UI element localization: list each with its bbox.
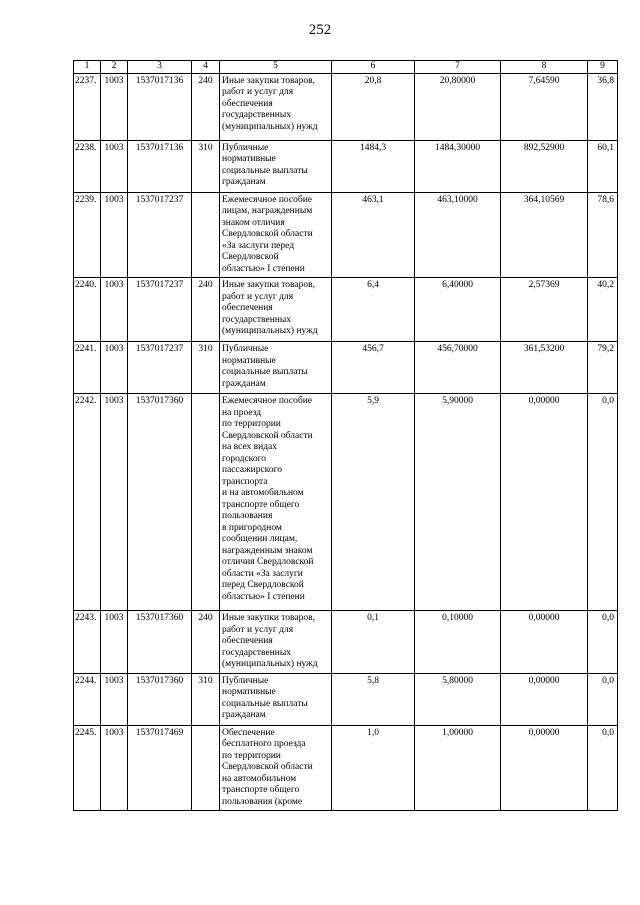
expense-type-code [192, 725, 220, 811]
page-number: 252 [308, 22, 332, 38]
item-name-line: нормативные [222, 687, 276, 697]
column-header: 9 [588, 61, 618, 74]
expense-type-code [192, 192, 220, 278]
target-article-code: 1537017360 [128, 394, 192, 611]
item-name-line: нормативные [222, 355, 276, 366]
target-article-code: 1537017237 [128, 278, 192, 342]
table-row [74, 342, 618, 394]
item-name-line: на проезд [222, 407, 262, 418]
item-name [220, 342, 332, 394]
column-header: 8 [501, 61, 588, 74]
item-name-line: награжденным знаком [222, 545, 313, 556]
percent-col-9: 78,6 [588, 192, 618, 278]
item-name-line: лицам, награжденным [222, 206, 313, 216]
amount-col-7: 20,80000 [415, 73, 501, 140]
expense-type-code: 240 [192, 611, 220, 674]
expense-type-code [192, 394, 220, 611]
amount-col-8: 0,00000 [501, 394, 588, 611]
item-name-line: (муниципальных) нужд [222, 659, 318, 669]
item-name-line: Ежемесячное пособие [222, 194, 312, 205]
item-name-line: бесплатного проезда [222, 739, 306, 749]
item-name-line: Обеспечение [222, 727, 275, 738]
row-number: 2242. [74, 394, 101, 611]
item-name-line: социальные выплаты [222, 367, 308, 377]
item-name-line: Свердловской области [222, 430, 313, 441]
item-name-line: гражданам [222, 378, 266, 389]
item-name-line: городского [222, 453, 266, 464]
table-row [74, 73, 618, 140]
item-name-line: пользования (кроме [222, 796, 303, 807]
target-article-code: 1537017136 [128, 73, 192, 140]
table-row [74, 394, 618, 611]
expense-type-code: 310 [192, 342, 220, 394]
amount-col-8: 0,00000 [501, 725, 588, 811]
item-name-line: Публичные [222, 142, 269, 153]
item-name [220, 73, 332, 140]
item-name-line: государственных [222, 314, 292, 325]
item-name [220, 278, 332, 342]
item-name-line: знаком отличия [222, 217, 285, 228]
item-name-line: (муниципальных) нужд [222, 326, 318, 336]
item-name-line: на всех видах [222, 442, 278, 452]
item-name-line: на автомобильном [222, 773, 297, 784]
percent-col-9: 0,0 [588, 673, 618, 725]
item-name-line: нормативные [222, 154, 276, 164]
budget-table [73, 60, 618, 811]
column-header: 2 [101, 61, 128, 74]
row-number: 2240. [74, 278, 101, 342]
amount-col-6: 456,7 [332, 342, 415, 394]
item-name-line: социальные выплаты [222, 165, 308, 176]
item-name-line: отличия Свердловской [222, 557, 314, 567]
row-number: 2244. [74, 673, 101, 725]
item-name [220, 725, 332, 811]
item-name [220, 192, 332, 278]
item-name-line: пользования [222, 511, 273, 521]
row-number: 2241. [74, 342, 101, 394]
item-name-line: пассажирского [222, 465, 282, 475]
expense-type-code: 240 [192, 73, 220, 140]
amount-col-7: 1,00000 [415, 725, 501, 811]
percent-col-9: 0,0 [588, 725, 618, 811]
item-name-line: в пригородном [222, 522, 282, 533]
expense-type-code: 310 [192, 140, 220, 192]
row-number: 2243. [74, 611, 101, 674]
amount-col-8: 2,57369 [501, 278, 588, 342]
amount-col-7: 5,90000 [415, 394, 501, 611]
item-name-line: перед Свердловской [222, 580, 304, 590]
section-code: 1003 [101, 394, 128, 611]
row-number: 2238. [74, 140, 101, 192]
item-name-line: Свердловской области [222, 229, 313, 239]
amount-col-6: 5,8 [332, 673, 415, 725]
item-name-line: областью» I степени [222, 591, 305, 602]
column-header: 5 [220, 61, 332, 74]
expense-type-code: 240 [192, 278, 220, 342]
row-number: 2239. [74, 192, 101, 278]
amount-col-6: 6,4 [332, 278, 415, 342]
column-header: 4 [192, 61, 220, 74]
item-name-line: Иные закупки товаров, [222, 75, 315, 86]
item-name-line: Ежемесячное пособие [222, 396, 312, 406]
percent-col-9: 0,0 [588, 611, 618, 674]
amount-col-7: 0,10000 [415, 611, 501, 674]
item-name [220, 394, 332, 611]
column-header: 1 [74, 61, 101, 74]
amount-col-8: 361,53200 [501, 342, 588, 394]
amount-col-6: 20,8 [332, 73, 415, 140]
item-name-line: по территории [222, 419, 281, 429]
amount-col-8: 364,10569 [501, 192, 588, 278]
section-code: 1003 [101, 278, 128, 342]
item-name-line: работ и услуг для [222, 87, 294, 97]
percent-col-9: 0,0 [588, 394, 618, 611]
item-name-line: обеспечения [222, 98, 273, 109]
item-name-line: Публичные [222, 675, 269, 686]
item-name-line: обеспечения [222, 303, 273, 313]
amount-col-7: 6,40000 [415, 278, 501, 342]
expense-type-code: 310 [192, 673, 220, 725]
item-name-line: обеспечения [222, 636, 273, 646]
item-name-line: работ и услуг для [222, 624, 294, 635]
table-header-row [74, 61, 618, 74]
amount-col-6: 5,9 [332, 394, 415, 611]
amount-col-7: 1484,30000 [415, 140, 501, 192]
item-name-line: социальные выплаты [222, 698, 308, 709]
table-row [74, 192, 618, 278]
item-name-line: по территории [222, 750, 281, 761]
table-row [74, 140, 618, 192]
row-number: 2245. [74, 725, 101, 811]
amount-col-8: 7,64590 [501, 73, 588, 140]
amount-col-8: 0,00000 [501, 673, 588, 725]
table-row [74, 278, 618, 342]
target-article-code: 1537017136 [128, 140, 192, 192]
item-name-line: Публичные [222, 344, 269, 354]
section-code: 1003 [101, 192, 128, 278]
column-header: 3 [128, 61, 192, 74]
amount-col-8: 0,00000 [501, 611, 588, 674]
item-name-line: Свердловской [222, 252, 279, 262]
item-name-line: государственных [222, 647, 292, 658]
item-name-line: транспорте общего [222, 499, 300, 510]
row-number: 2237. [74, 73, 101, 140]
percent-col-9: 36,8 [588, 73, 618, 140]
item-name-line: (муниципальных) нужд [222, 121, 318, 132]
section-code: 1003 [101, 673, 128, 725]
item-name-line: Иные закупки товаров, [222, 613, 315, 623]
column-header: 6 [332, 61, 415, 74]
item-name-line: областью» I степени [222, 263, 305, 274]
section-code: 1003 [101, 611, 128, 674]
amount-col-7: 456,70000 [415, 342, 501, 394]
amount-col-6: 1484,3 [332, 140, 415, 192]
column-header: 7 [415, 61, 501, 74]
amount-col-8: 892,52900 [501, 140, 588, 192]
item-name-line: гражданам [222, 710, 266, 720]
section-code: 1003 [101, 342, 128, 394]
item-name-line: гражданам [222, 177, 266, 187]
item-name-line: сообщении лицам, [222, 534, 298, 544]
section-code: 1003 [101, 73, 128, 140]
amount-col-7: 463,10000 [415, 192, 501, 278]
item-name-line: транспорта [222, 476, 268, 487]
amount-col-6: 0,1 [332, 611, 415, 674]
table-row [74, 725, 618, 811]
table-row [74, 673, 618, 725]
item-name-line: транспорте общего [222, 785, 300, 795]
target-article-code: 1537017360 [128, 611, 192, 674]
amount-col-7: 5,80000 [415, 673, 501, 725]
percent-col-9: 60,1 [588, 140, 618, 192]
item-name-line: области «За заслуги [222, 568, 303, 579]
amount-col-6: 463,1 [332, 192, 415, 278]
amount-col-6: 1,0 [332, 725, 415, 811]
section-code: 1003 [101, 140, 128, 192]
target-article-code: 1537017237 [128, 192, 192, 278]
target-article-code: 1537017237 [128, 342, 192, 394]
item-name-line: и на автомобильном [222, 488, 304, 498]
item-name-line: Свердловской области [222, 762, 313, 772]
target-article-code: 1537017360 [128, 673, 192, 725]
percent-col-9: 79,2 [588, 342, 618, 394]
table-row [74, 611, 618, 674]
item-name-line: работ и услуг для [222, 291, 294, 302]
item-name [220, 673, 332, 725]
item-name-line: Иные закупки товаров, [222, 280, 315, 290]
item-name [220, 611, 332, 674]
item-name-line: «За заслуги перед [222, 240, 295, 251]
section-code: 1003 [101, 725, 128, 811]
target-article-code: 1537017469 [128, 725, 192, 811]
item-name [220, 140, 332, 192]
item-name-line: государственных [222, 110, 292, 120]
percent-col-9: 40,2 [588, 278, 618, 342]
